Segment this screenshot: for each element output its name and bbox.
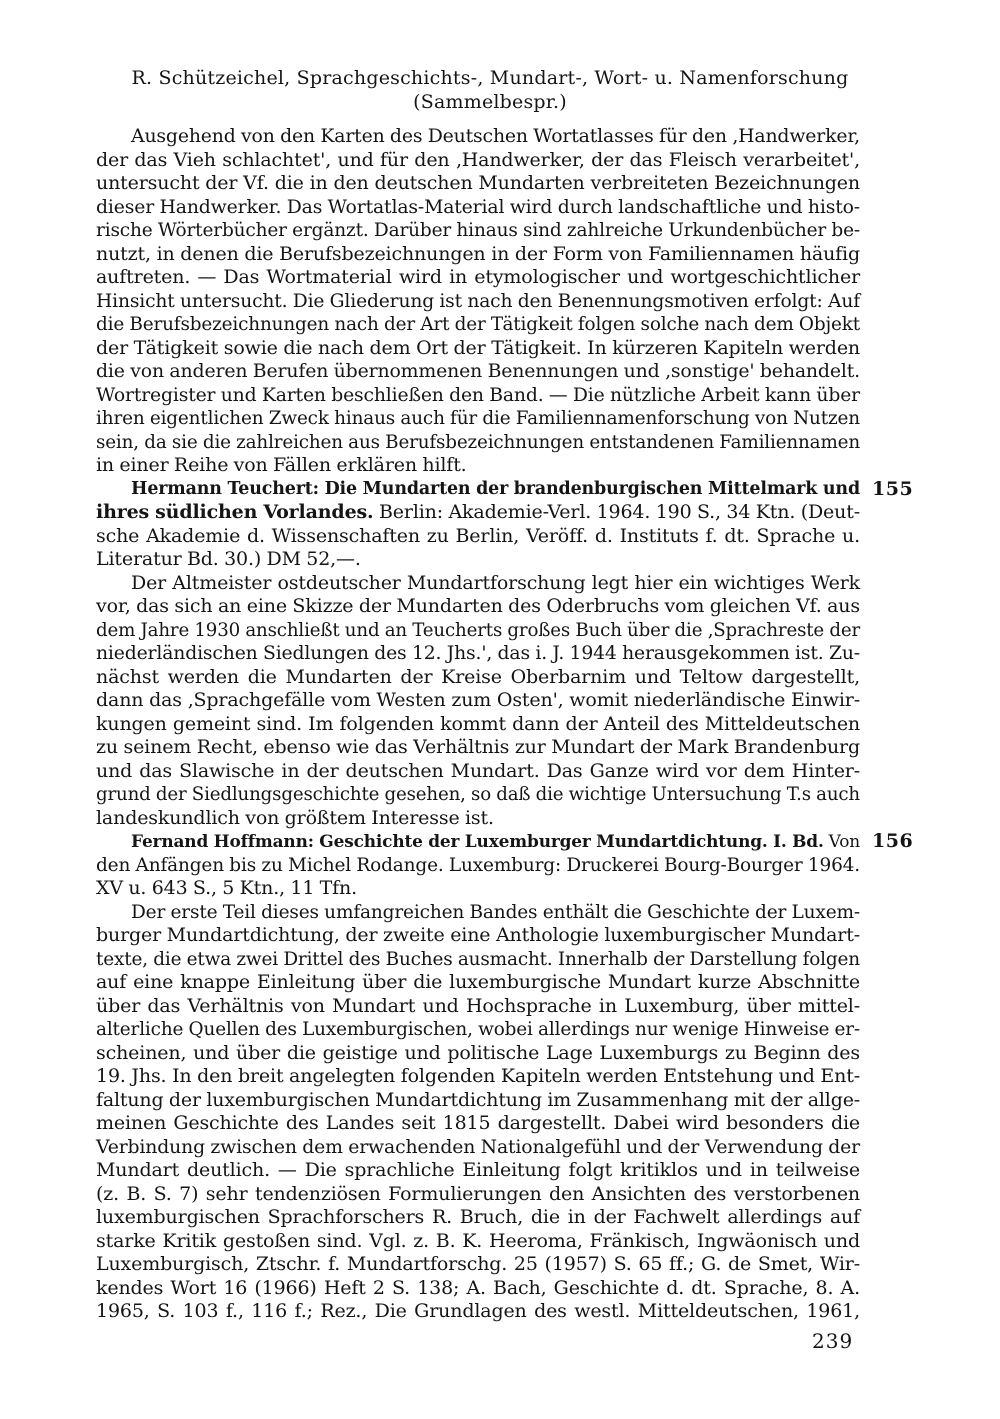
review-line: landeskundlich von größtem Interesse ist. (96, 806, 494, 829)
text-line: rische Wörterbücher ergänzt. Darüber hinaus sind zahlreiche Urkundenbücher be- (96, 220, 860, 241)
review-line: 19. Jhs. In den breit angelegten folgenden Kapiteln werden Entstehung und Ent- (96, 1065, 860, 1087)
paragraph-intro (96, 125, 860, 478)
bibliography-entry-155 (96, 477, 914, 831)
entry-bibliography: XV u. 643 S., 5 Ktn., 11 Tfn. (96, 877, 358, 899)
review-line: faltung der luxemburgischen Mundartdichtung im Zusammenhang mit der allge- (96, 1088, 860, 1111)
review-line: Verbindung zwischen dem erwachenden Nationalgefühl und der Verwendung der (96, 1136, 860, 1158)
text-line: der Tätigkeit sowie die nach dem Ort der Tätigkeit. In kürzeren Kapiteln werden (96, 336, 860, 359)
entry-bibliography: Literatur Bd. 30.) DM 52,—. (96, 548, 361, 570)
review-line: vor, das sich an eine Skizze der Mundarten des Oderbruchs vom gleichen Vf. aus (96, 595, 860, 617)
text-line: dieser Handwerker. Das Wortatlas-Material wird durch landschaftliche und histo- (96, 196, 860, 218)
text-line: untersucht der Vf. die in den deutschen Mundarten verbreiteten Bezeichnungen (96, 172, 860, 194)
review-line: Mundart deutlich. — Die sprachliche Einleitung folgt kritiklos und in teilweise (96, 1159, 860, 1181)
review-line: scheinen, und über die geistige und politische Lage Luxemburgs zu Beginn des (96, 1041, 860, 1064)
review-line: grund der Siedlungsgeschichte gesehen, so daß die wichtige Untersuchung T.s auch (96, 784, 860, 805)
review-line: meinen Geschichte des Landes seit 1815 dargestellt. Dabei wird besonders die (96, 1112, 860, 1134)
review-line: (z. B. S. 7) sehr tendenziösen Formulierungen den Ansichten des verstorbenen (96, 1182, 860, 1205)
review-line: dann das ‚Sprachgefälle vom Westen zum Osten', womit niederländische Einwir- (96, 689, 860, 711)
review-line: nächst werden die Mundarten der Kreise Oberbarnim und Teltow dargestellt, (96, 665, 860, 688)
text-line: ihren eigentlichen Zweck hinaus auch für die Familiennamenforschung von Nutzen (96, 408, 860, 429)
body-text (96, 125, 914, 1324)
entry-title-bold: ihres südlichen Vorlandes. (96, 501, 374, 523)
review-line: niederländischen Siedlungen des 12. Jhs.', das i. J. 1944 herausgekommen ist. Zu- (96, 643, 860, 664)
review-line: alterliche Quellen des Luxemburgischen, wobei allerdings nur wenige Hinweise er- (96, 1019, 860, 1040)
review-line: und das Slawische in der deutschen Mundart. Das Ganze wird vor dem Hinter- (96, 759, 860, 782)
text-line: auftreten. — Das Wortmaterial wird in etymologischer und wortgeschichtlicher (96, 266, 860, 288)
review-line: texte, die etwa zwei Drittel des Buches ausmacht. Innerhalb der Darstellung folgen (96, 948, 860, 970)
text-line: der das Vieh schlachtet', und für den ‚Handwerker, der das Fleisch verarbeitet', (96, 148, 860, 171)
entry-number: 156 (872, 830, 914, 852)
entry-title-bold: Fernand Hoffmann: Geschichte der Luxemburger Mundartdichtung. I. Bd. (131, 831, 824, 851)
review-line: Der erste Teil dieses umfangreichen Bandes enthält die Geschichte der Luxem- (131, 901, 860, 923)
text-line: in einer Reihe von Fällen erklären hilft. (96, 454, 467, 476)
entry-title: Hermann Teuchert: Die Mundarten der brandenburgischen Mittelmark und (131, 478, 860, 499)
entry-bibliography: den Anfängen bis zu Michel Rodange. Luxemburg: Druckerei Bourg-Bourger 1964. (96, 854, 860, 876)
review-line: über das Verhältnis von Mundart und Hochsprache in Luxemburg, über mittel- (96, 994, 860, 1017)
review-line: kendes Wort 16 (1966) Heft 2 S. 138; A. Bach, Geschichte d. dt. Sprache, 8. A. (96, 1276, 860, 1299)
text-line: Hinsicht untersucht. Die Gliederung ist nach den Benennungsmotiven erfolgt: Auf (96, 290, 860, 312)
entry-bibliography: sche Akademie d. Wissenschaften zu Berlin, Veröff. d. Instituts f. dt. Sprache u. (96, 524, 860, 547)
review-line: zu seinem Recht, ebenso wie das Verhältnis zur Mundart der Mark Brandenburg (96, 736, 860, 758)
review-line: Der Altmeister ostdeutscher Mundartforschung legt hier ein wichtiges Werk (131, 571, 860, 594)
text-line: Wortregister und Karten beschließen den Band. — Die nützliche Arbeit kann über (96, 384, 860, 406)
running-header: R. Schützeichel, Sprachgeschichts-, Mundart-, Wort- u. Namenforschung (Sammelbespr.) (131, 67, 849, 113)
text-line: die von anderen Berufen übernommenen Benennungen und ‚sonstige' behandelt. (96, 360, 860, 382)
entry-bibliography: Von (823, 831, 860, 851)
entry-title-continued (96, 501, 860, 525)
review-line: Luxemburgisch, Ztschr. f. Mundartforschg. 25 (1957) S. 65 ff.; G. de Smet, Wir- (96, 1253, 860, 1275)
review-line: luxemburgischen Sprachforschers R. Bruch, die in der Fachwelt allerdings auf (96, 1206, 860, 1228)
text-line: sein, da sie die zahlreichen aus Berufsbezeichnungen entstandenen Familiennamen (96, 431, 860, 453)
page-number: 239 (812, 1329, 854, 1353)
entry-number: 155 (872, 477, 914, 500)
review-line: starke Kritik gestoßen sind. Vgl. z. B. K. Heeroma, Fränkisch, Ingwäonisch und (96, 1229, 860, 1252)
review-line: kungen gemeint sind. Im folgenden kommt dann der Anteil des Mitteldeutschen (96, 712, 860, 735)
entry-title (96, 830, 860, 854)
bibliography-entry-156 (96, 830, 914, 1324)
text-line: Ausgehend von den Karten des Deutschen Wortatlasses für den ‚Handwerker, (131, 126, 860, 147)
text-line: die Berufsbezeichnungen nach der Art der Tätigkeit folgen solche nach dem Objekt (96, 314, 860, 335)
entry-bibliography: Berlin: Akademie-Verl. 1964. 190 S., 34 Ktn. (Deut- (373, 501, 860, 523)
review-line: burger Mundartdichtung, der zweite eine Anthologie luxemburgischer Mundart- (96, 924, 860, 946)
review-line: auf eine knappe Einleitung über die luxemburgische Mundart kurze Abschnitte (96, 971, 860, 993)
review-line: 1965, S. 103 f., 116 f.; Rez., Die Grundlagen des westl. Mitteldeutschen, 1961, (96, 1300, 860, 1322)
text-line: nutzt, in denen die Berufsbezeichnungen in der Form von Familiennamen häufig (96, 242, 860, 265)
review-line: dem Jahre 1930 anschließt und an Teucherts großes Buch über die ‚Sprachreste der (96, 619, 860, 641)
